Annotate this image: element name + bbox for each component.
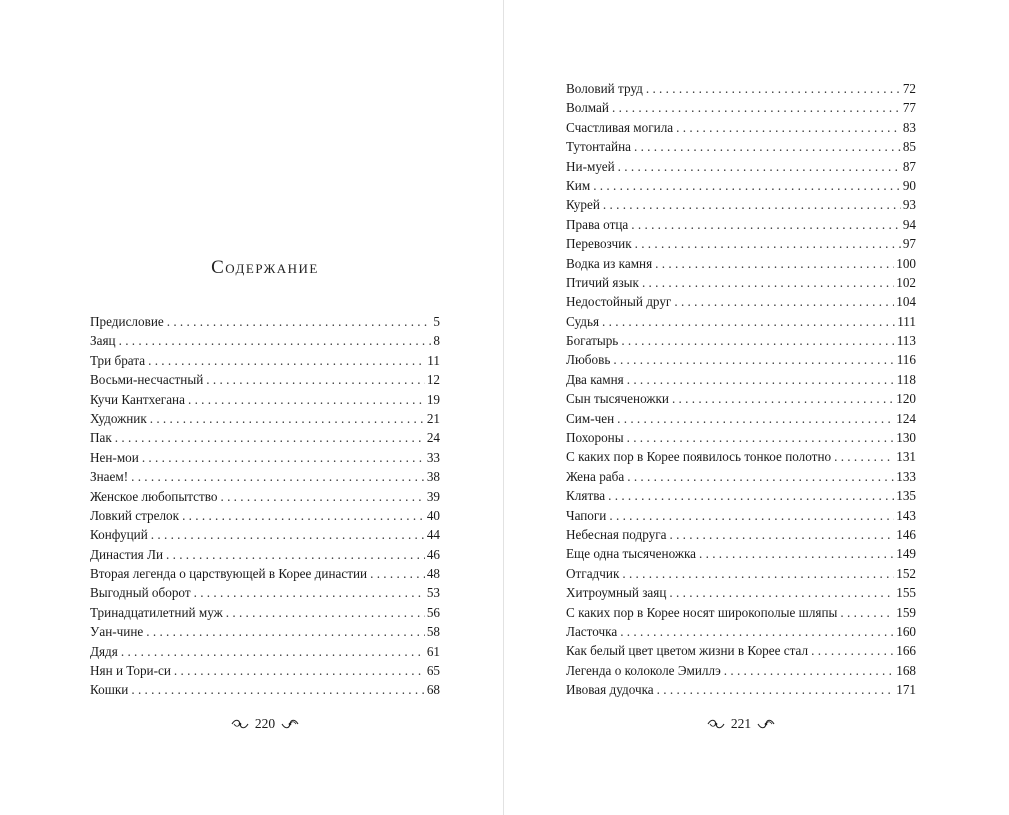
toc-dot-leader <box>834 447 894 466</box>
toc-entry <box>90 390 440 409</box>
toc-dot-leader <box>724 661 894 680</box>
toc-entry <box>90 428 440 447</box>
toc-entry-title: Курей <box>566 197 600 213</box>
toc-entry <box>90 370 440 389</box>
toc-dot-leader <box>676 118 901 137</box>
left-flourish-icon <box>231 717 249 731</box>
toc-entry-page: 68 <box>426 682 440 698</box>
toc-entry-page: 44 <box>426 527 440 543</box>
toc-entry-title: Ловкий стрелок <box>90 507 180 523</box>
toc-entry <box>566 661 916 680</box>
toc-entry-page: 21 <box>426 410 440 426</box>
toc-entry-page: 8 <box>433 333 440 349</box>
toc-entry-title: Волмай <box>566 100 609 116</box>
toc-entry <box>566 506 916 525</box>
toc-entry-title: Династия Ли <box>90 546 164 562</box>
toc-entry-page: 40 <box>426 507 440 523</box>
toc-dot-leader <box>699 544 894 563</box>
toc-entry-title: Сим-чен <box>566 410 615 426</box>
toc-dot-leader <box>621 331 894 350</box>
toc-dot-leader <box>603 195 901 214</box>
toc-entry <box>566 331 916 350</box>
toc-entry <box>566 409 916 428</box>
toc-entry <box>90 351 440 370</box>
toc-entry <box>566 370 916 389</box>
toc-dot-leader <box>220 487 424 506</box>
page-number-right <box>566 716 916 732</box>
toc-dot-leader <box>150 409 425 428</box>
toc-dot-leader <box>146 622 425 641</box>
toc-entry <box>566 641 916 660</box>
toc-entry-page: 24 <box>426 430 440 446</box>
toc-entry-title: Пак <box>90 430 112 446</box>
toc-entry-page: 38 <box>426 469 440 485</box>
toc-entry-title: Легенда о колоколе Эмиллэ <box>566 662 721 678</box>
toc-entry-title: Недостойный друг <box>566 294 672 310</box>
toc-dot-leader <box>627 428 895 447</box>
toc-entry-page: 19 <box>426 391 440 407</box>
toc-entry-title: Чапоги <box>566 507 607 523</box>
toc-entry-page: 83 <box>902 119 916 135</box>
toc-entry-page: 171 <box>896 682 916 698</box>
toc-dot-leader <box>635 234 901 253</box>
toc-dot-leader <box>609 506 894 525</box>
toc-entry-page: 65 <box>426 663 440 679</box>
toc-entry <box>566 273 916 292</box>
toc-entry <box>90 661 440 680</box>
toc-entry-title: Нян и Тори-си <box>90 663 171 679</box>
toc-entry-title: Кучи Кантхегана <box>90 391 185 407</box>
toc-entry-page: 116 <box>896 352 916 368</box>
page-title: Содержание <box>211 257 319 278</box>
toc-entry-title: Клятва <box>566 488 606 504</box>
toc-entry-page: 77 <box>902 100 916 116</box>
toc-entry-page: 102 <box>896 274 916 290</box>
toc-entry-page: 5 <box>433 314 440 329</box>
toc-dot-leader <box>840 603 894 622</box>
toc-entry-title: Предисловие <box>90 314 164 329</box>
toc-entry <box>90 448 440 467</box>
toc-entry-page: 135 <box>896 488 916 504</box>
toc-entry <box>566 234 916 253</box>
toc-entry-page: 100 <box>896 255 916 271</box>
toc-entry-title: Перевозчик <box>566 236 632 252</box>
toc-entry <box>566 583 916 602</box>
toc-entry-title: Выгодный оборот <box>90 585 191 601</box>
toc-entry-title: Заяц <box>90 333 116 349</box>
toc-entry-title: Жена раба <box>566 468 625 484</box>
toc-entry <box>90 312 440 331</box>
toc-entry-title: Уан-чине <box>90 624 144 640</box>
toc-entry <box>566 118 916 137</box>
folio-number: 220 <box>254 716 276 731</box>
toc-dot-leader <box>669 583 894 602</box>
toc-entry <box>566 564 916 583</box>
toc-entry <box>566 292 916 311</box>
toc-entry-page: 58 <box>426 624 440 640</box>
toc-entry-page: 160 <box>896 623 916 639</box>
toc-dot-leader <box>188 390 425 409</box>
toc-entry-title: Конфуций <box>90 527 148 543</box>
toc-entry-title: Воловий труд <box>566 81 643 96</box>
toc-dot-leader <box>631 215 901 234</box>
toc-entry-page: 90 <box>902 177 916 193</box>
toc-entry-title: Судья <box>566 313 600 329</box>
toc-dot-leader <box>618 157 901 176</box>
toc-entry-title: Знаем! <box>90 469 129 485</box>
toc-dot-leader <box>617 409 894 428</box>
toc-entry <box>566 525 916 544</box>
toc-entry <box>90 583 440 602</box>
toc-entry-page: 72 <box>902 81 916 96</box>
toc-entry-title: Нен-мои <box>90 449 139 465</box>
toc-entry <box>566 215 916 234</box>
toc-entry <box>566 350 916 369</box>
toc-entry <box>566 176 916 195</box>
toc-entry-page: 131 <box>896 449 916 465</box>
toc-entry <box>566 389 916 408</box>
toc-entry <box>90 564 440 583</box>
toc-entry-page: 87 <box>902 158 916 174</box>
toc-entry <box>566 195 916 214</box>
toc-entry <box>566 79 916 98</box>
toc-entry <box>90 506 440 525</box>
toc-entry <box>90 487 440 506</box>
toc-entry-page: 118 <box>896 371 916 387</box>
toc-entry-page: 85 <box>902 139 916 155</box>
toc-dot-leader <box>148 351 425 370</box>
toc-entry-title: Тринадцатилетний муж <box>90 604 223 620</box>
toc-entry-page: 39 <box>426 488 440 504</box>
toc-entry <box>90 642 440 661</box>
toc-entry-page: 155 <box>896 585 916 601</box>
toc-entry-page: 120 <box>896 391 916 407</box>
toc-dot-leader <box>669 525 894 544</box>
table-of-contents-right <box>566 79 916 700</box>
toc-entry <box>566 98 916 117</box>
toc-entry-page: 146 <box>896 526 916 542</box>
toc-entry-page: 93 <box>902 197 916 213</box>
toc-entry <box>566 467 916 486</box>
toc-dot-leader <box>627 370 895 389</box>
toc-entry-title: Любовь <box>566 352 611 368</box>
toc-entry <box>90 545 440 564</box>
toc-entry-page: 61 <box>426 643 440 659</box>
toc-dot-leader <box>226 603 425 622</box>
toc-entry-title: Кошки <box>90 682 129 698</box>
toc-dot-leader <box>612 98 901 117</box>
toc-entry-title: Птичий язык <box>566 274 639 290</box>
toc-entry <box>90 525 440 544</box>
toc-dot-leader <box>119 331 432 350</box>
toc-entry-title: Водка из камня <box>566 255 653 271</box>
toc-dot-leader <box>142 448 425 467</box>
toc-entry-title: Ни-муей <box>566 158 615 174</box>
toc-entry-title: С каких пор в Корее носят широкополые шляпы <box>566 604 838 620</box>
toc-dot-leader <box>672 389 894 408</box>
toc-entry-title: Права отца <box>566 216 629 232</box>
toc-entry-page: 152 <box>896 565 916 581</box>
toc-entry-page: 46 <box>426 546 440 562</box>
toc-entry-page: 11 <box>427 352 440 368</box>
toc-entry-title: Два камня <box>566 371 624 387</box>
toc-entry-title: Небесная подруга <box>566 526 667 542</box>
toc-dot-leader <box>613 350 894 369</box>
toc-entry-title: Вторая легенда о царствующей в Корее династии <box>90 566 368 582</box>
toc-dot-leader <box>602 312 895 331</box>
toc-entry <box>566 312 916 331</box>
toc-dot-leader <box>115 428 425 447</box>
toc-entry-title: Отгадчик <box>566 565 620 581</box>
toc-entry-page: 53 <box>426 585 440 601</box>
toc-entry-page: 56 <box>426 604 440 620</box>
toc-entry-page: 159 <box>896 604 916 620</box>
toc-entry-title: Еще одна тысяченожка <box>566 546 697 562</box>
toc-entry-title: Счастливая могила <box>566 119 674 135</box>
toc-dot-leader <box>166 545 425 564</box>
toc-entry-title: Похороны <box>566 430 624 446</box>
toc-entry <box>90 331 440 350</box>
toc-entry-title: Сын тысяченожки <box>566 391 669 407</box>
toc-dot-leader <box>131 680 424 699</box>
toc-entry-title: Три брата <box>90 352 146 368</box>
right-page <box>504 0 1009 815</box>
toc-entry <box>566 544 916 563</box>
toc-entry <box>566 254 916 273</box>
toc-entry <box>90 622 440 641</box>
toc-dot-leader <box>370 564 425 583</box>
toc-entry-page: 33 <box>426 449 440 465</box>
left-page <box>0 0 503 815</box>
toc-entry <box>90 409 440 428</box>
toc-dot-leader <box>657 680 895 699</box>
toc-entry-title: Художник <box>90 410 147 426</box>
toc-entry <box>566 137 916 156</box>
toc-entry <box>566 603 916 622</box>
toc-entry <box>566 680 916 699</box>
toc-dot-leader <box>206 370 425 389</box>
toc-dot-leader <box>646 79 901 98</box>
toc-dot-leader <box>174 661 425 680</box>
toc-entry-title: Ивовая дудочка <box>566 682 654 698</box>
toc-entry-title: Богатырь <box>566 333 619 349</box>
left-flourish-icon <box>707 717 725 731</box>
toc-entry-page: 113 <box>896 333 916 349</box>
toc-dot-leader <box>811 641 894 660</box>
right-flourish-icon <box>281 717 299 731</box>
right-flourish-icon <box>757 717 775 731</box>
toc-entry-title: Хитроумный заяц <box>566 585 667 601</box>
page-number-left <box>90 716 440 732</box>
toc-entry-page: 130 <box>896 430 916 446</box>
toc-entry <box>90 680 440 699</box>
toc-entry-title: С каких пор в Корее появилось тонкое полотно <box>566 449 832 465</box>
toc-entry-page: 104 <box>896 294 916 310</box>
toc-dot-leader <box>121 642 425 661</box>
toc-entry <box>566 486 916 505</box>
toc-entry-page: 143 <box>896 507 916 523</box>
toc-dot-leader <box>151 525 425 544</box>
toc-dot-leader <box>593 176 901 195</box>
toc-entry-title: Как белый цвет цветом жизни в Корее стал <box>566 643 809 659</box>
toc-entry-page: 97 <box>902 236 916 252</box>
toc-dot-leader <box>620 622 894 641</box>
toc-entry <box>566 157 916 176</box>
toc-entry <box>566 622 916 641</box>
toc-entry-title: Женское любопытство <box>90 488 218 504</box>
toc-entry-title: Дядя <box>90 643 118 659</box>
toc-dot-leader <box>182 506 425 525</box>
toc-entry-page: 48 <box>426 566 440 582</box>
toc-entry-title: Ким <box>566 177 591 193</box>
toc-entry-page: 133 <box>896 468 916 484</box>
toc-entry-page: 111 <box>897 313 916 329</box>
toc-entry-page: 94 <box>902 216 916 232</box>
folio-number: 221 <box>730 716 752 731</box>
toc-entry-title: Тутонтайна <box>566 139 631 155</box>
toc-entry-title: Ласточка <box>566 623 618 639</box>
table-of-contents-left <box>90 312 440 700</box>
toc-dot-leader <box>167 312 432 331</box>
toc-dot-leader <box>627 467 894 486</box>
toc-entry-page: 168 <box>896 662 916 678</box>
toc-dot-leader <box>655 254 894 273</box>
toc-dot-leader <box>674 292 894 311</box>
toc-entry <box>90 467 440 486</box>
toc-entry <box>90 603 440 622</box>
toc-entry-page: 149 <box>896 546 916 562</box>
toc-dot-leader <box>608 486 894 505</box>
toc-dot-leader <box>194 583 425 602</box>
toc-entry-title: Восьми-несчастный <box>90 372 204 388</box>
toc-dot-leader <box>642 273 894 292</box>
toc-dot-leader <box>622 564 894 583</box>
toc-entry <box>566 447 916 466</box>
toc-dot-leader <box>131 467 425 486</box>
toc-dot-leader <box>634 137 901 156</box>
toc-entry-page: 12 <box>426 372 440 388</box>
toc-entry-page: 166 <box>896 643 916 659</box>
toc-entry <box>566 428 916 447</box>
toc-entry-page: 124 <box>896 410 916 426</box>
